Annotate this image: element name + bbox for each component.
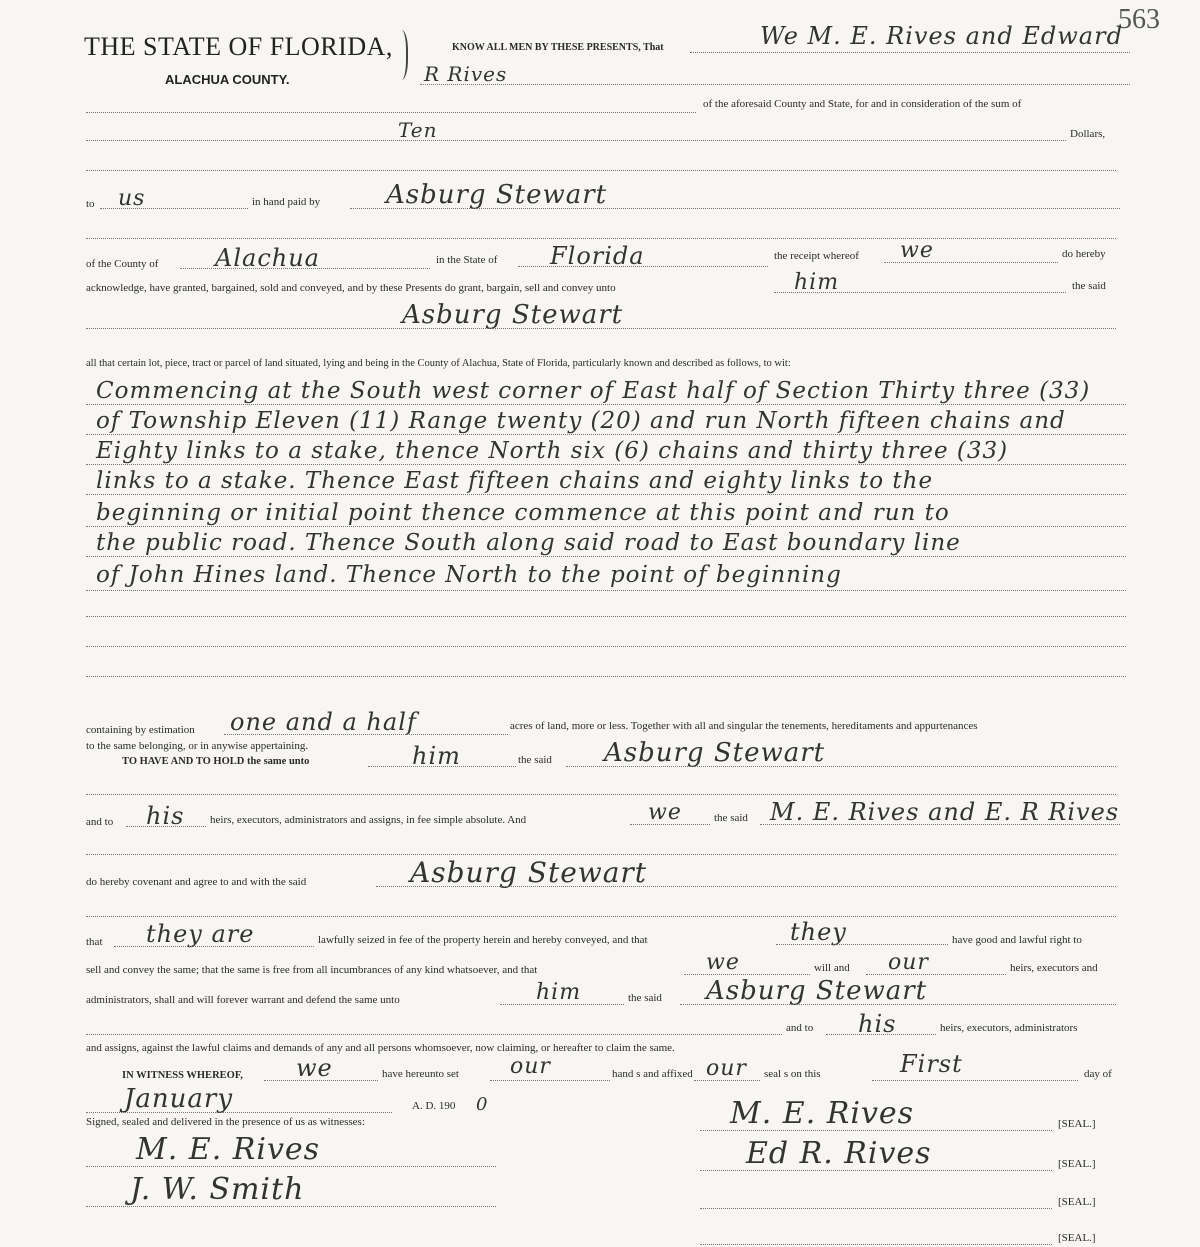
sell-will-label: will and (814, 962, 850, 974)
description-line-5: beginning or initial point thence commence at this point and run to (96, 500, 950, 526)
receipt-label: the receipt whereof (774, 250, 859, 262)
habendum-label: TO HAVE AND TO HOLD the same unto (122, 756, 310, 767)
rule (884, 262, 1058, 263)
seized-that-value: they are (146, 920, 255, 948)
paid-by-label: in hand paid by (252, 196, 321, 208)
consideration-amount: Ten (398, 118, 438, 142)
rule (86, 328, 1116, 329)
rule (86, 1206, 496, 1207)
grant-unto-value: him (794, 270, 840, 295)
habendum-said-label: the said (518, 754, 552, 766)
description-line-1: Commencing at the South west corner of East half of Section Thirty three (33) (96, 378, 1091, 404)
rule (86, 238, 1116, 239)
rule (86, 1112, 392, 1113)
sell-our-value: our (888, 950, 929, 975)
seized-right-label: have good and lawful right to (952, 934, 1082, 946)
witness-hand-label: hand s and affixed (612, 1068, 693, 1080)
rule (86, 140, 1066, 141)
rule (86, 464, 1126, 465)
grantor-signature-1: M. E. Rives (730, 1096, 915, 1131)
rule (86, 112, 696, 113)
witness-our-value-2: our (706, 1056, 747, 1081)
rule (180, 268, 430, 269)
rule (86, 1166, 496, 1167)
to-label: to (86, 198, 95, 210)
consideration-label: of the aforesaid County and State, for and in consideration of the sum of (703, 98, 1022, 110)
header-brace (392, 30, 408, 80)
and-to-value: his (858, 1010, 897, 1038)
witness-label: IN WITNESS WHEREOF, (122, 1070, 243, 1081)
habendum-unto-value: him (412, 742, 461, 770)
county-value: Alachua (215, 244, 320, 272)
rule (774, 292, 1066, 293)
warrant-said-label: the said (628, 992, 662, 1004)
rule (86, 794, 1116, 795)
description-line-2: of Township Eleven (11) Range twenty (20) and run North fifteen chains and (96, 408, 1066, 434)
to-value: us (118, 186, 146, 211)
rule (86, 1034, 782, 1035)
witness-seal-label: seal s on this (764, 1068, 821, 1080)
rule (826, 1034, 936, 1035)
witness-ad-label: A. D. 190 (412, 1100, 456, 1112)
witness-our-value: our (510, 1054, 551, 1079)
rule (684, 974, 810, 975)
state-label: in the State of (436, 254, 498, 266)
rule (566, 766, 1116, 767)
claims-text: and assigns, against the lawful claims and demands of any and all persons whomsoever, now claiming, or hereafter to claim the same. (86, 1042, 675, 1054)
rule (490, 1080, 610, 1081)
rule (126, 826, 206, 827)
grant-text: acknowledge, have granted, bargained, sold and conveyed, and by these Presents do grant, bargain, sell and convey unto (86, 282, 616, 294)
rule (690, 52, 1130, 53)
warrant-grantee-value: Asburg Stewart (706, 976, 928, 1006)
description-line-3: Eighty links to a stake, thence North six (6) chains and thirty three (33) (96, 438, 1009, 464)
acreage-label-after: acres of land, more or less. Together with all and singular the tenements, hereditaments and appurtenances (510, 720, 978, 732)
rule (86, 676, 1126, 677)
rule (776, 944, 948, 945)
rule (100, 208, 248, 209)
witness-we-value: we (296, 1054, 333, 1082)
warrant-unto-value: him (536, 980, 582, 1005)
county-title: ALACHUA COUNTY. (165, 72, 290, 87)
seized-text: lawfully seized in fee of the property herein and hereby conveyed, and that (318, 934, 648, 946)
state-value: Florida (550, 242, 645, 270)
and-to-label: and to (786, 1022, 814, 1034)
rule (86, 590, 1126, 591)
witness-signature-2: J. W. Smith (130, 1172, 305, 1207)
rule (700, 1130, 1052, 1131)
rule (86, 494, 1126, 495)
receipt-value: we (900, 238, 934, 263)
rule (420, 84, 1130, 85)
acreage-label-line2: to the same belonging, or in anywise appertaining. (86, 740, 309, 752)
grant-grantee-value: Asburg Stewart (402, 300, 624, 330)
witness-month-value: January (124, 1084, 234, 1114)
rule (86, 404, 1126, 405)
heirs-said-label: the said (714, 812, 748, 824)
rule (500, 1004, 624, 1005)
grant-said-label: the said (1072, 280, 1106, 292)
dollars-label: Dollars, (1070, 128, 1106, 140)
witness-have-label: have hereunto set (382, 1068, 459, 1080)
heirs-and-to-label: and to (86, 816, 114, 828)
know-all-label: KNOW ALL MEN BY THESE PRESENTS, That (452, 42, 664, 53)
state-title: THE STATE OF FLORIDA, (84, 32, 393, 61)
rule (368, 766, 516, 767)
description-intro: all that certain lot, piece, tract or parcel of land situated, lying and being in the County of Alachua, State of Florida, particularly known and described as follows, to wit: (86, 358, 791, 369)
description-line-4: links to a stake. Thence East fifteen chains and eighty links to the (96, 468, 934, 494)
rule (86, 526, 1126, 527)
witness-day-label: day of (1084, 1068, 1112, 1080)
rule (680, 1004, 1116, 1005)
covenant-grantee-value: Asburg Stewart (410, 856, 648, 889)
witness-signature-1: M. E. Rives (136, 1132, 321, 1167)
heirs-and-to-value: his (146, 802, 185, 830)
hereby-label: do hereby (1062, 248, 1106, 260)
description-line-6: the public road. Thence South along said road to East boundary line (96, 530, 961, 556)
rule (376, 886, 1116, 887)
warrant-text: administrators, shall and will forever warrant and defend the same unto (86, 994, 400, 1006)
signed-label: Signed, sealed and delivered in the presence of us as witnesses: (86, 1116, 365, 1128)
page-number: 563 (1118, 4, 1160, 35)
rule (86, 434, 1126, 435)
covenant-label: do hereby covenant and agree to and with the said (86, 876, 307, 888)
and-to-text: heirs, executors, administrators (940, 1022, 1078, 1034)
rule (700, 1170, 1052, 1171)
grantors-line-1: We M. E. Rives and Edward (760, 22, 1123, 50)
rule (86, 616, 1126, 617)
rule (872, 1080, 1078, 1081)
rule (224, 734, 508, 735)
seal-2: [SEAL.] (1058, 1158, 1096, 1170)
witness-day-value: First (900, 1050, 963, 1078)
paid-by-value: Asburg Stewart (386, 180, 608, 210)
rule (264, 1080, 378, 1081)
rule (700, 1244, 1052, 1245)
county-label: of the County of (86, 258, 159, 270)
seized-that-label: that (86, 936, 103, 948)
acreage-label-before: containing by estimation (86, 724, 195, 736)
acreage-value: one and a half (230, 708, 417, 736)
rule (350, 208, 1120, 209)
heirs-and-value: we (648, 800, 682, 825)
seal-4: [SEAL.] (1058, 1232, 1096, 1244)
rule (694, 1080, 760, 1081)
heirs-grantors-value: M. E. Rives and E. R Rives (770, 798, 1120, 826)
sell-we-value: we (706, 950, 740, 975)
rule (700, 1208, 1052, 1209)
rule (86, 916, 1116, 917)
rule (760, 824, 1120, 825)
rule (86, 556, 1126, 557)
witness-year-value: 0 (476, 1094, 489, 1115)
grantors-line-2: R Rives (424, 62, 508, 86)
rule (86, 170, 1116, 171)
description-line-7: of John Hines land. Thence North to the point of beginning (96, 562, 842, 588)
seal-3: [SEAL.] (1058, 1196, 1096, 1208)
rule (866, 974, 1006, 975)
rule (114, 946, 314, 947)
seized-they-value: they (790, 918, 847, 946)
sell-text: sell and convey the same; that the same is free from all incumbrances of any kind whatsoever, and that (86, 964, 538, 976)
rule (86, 646, 1126, 647)
grantor-signature-2: Ed R. Rives (746, 1136, 932, 1171)
habendum-grantee-value: Asburg Stewart (604, 738, 826, 768)
rule (86, 854, 1116, 855)
sell-heirs-label: heirs, executors and (1010, 962, 1098, 974)
heirs-text: heirs, executors, administrators and assigns, in fee simple absolute. And (210, 814, 527, 826)
rule (630, 824, 710, 825)
rule (518, 266, 768, 267)
seal-1: [SEAL.] (1058, 1118, 1096, 1130)
